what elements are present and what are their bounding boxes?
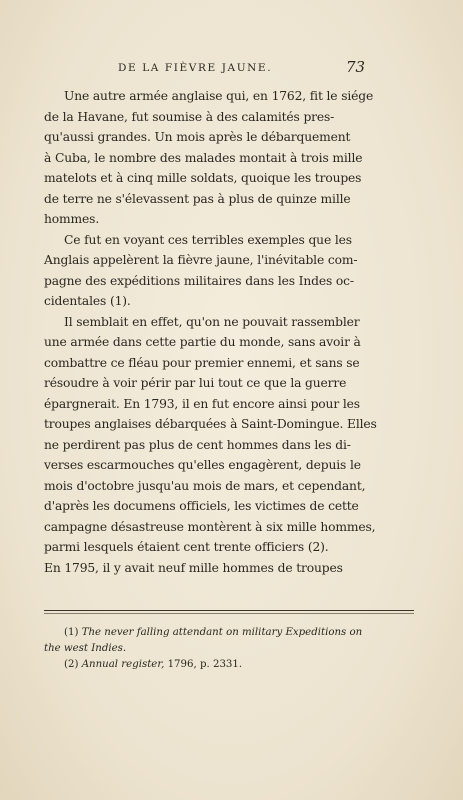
- text-line: épargnerait. En 1793, il en fut encore ainsi pour les: [44, 396, 360, 411]
- footnote-line: [44, 625, 414, 641]
- text-line: matelots et à cinq mille soldats, quoique les troupes: [44, 171, 362, 185]
- text-line: d'après les documens officiels, les victimes de cette: [44, 499, 359, 513]
- text-line: qu'aussi grandes. Un mois après le débarquement: [44, 130, 351, 144]
- text-line: de terre ne s'élevassent pas à plus de quinze mille: [44, 191, 351, 206]
- text-line: En 1795, il y avait neuf mille hommes de troupes: [44, 560, 343, 575]
- footnotes: [44, 625, 414, 673]
- footnote-marker: (2): [64, 659, 79, 670]
- text-line: à Cuba, le nombre des malades montait à trois mille: [44, 150, 363, 165]
- paragraph-3: [44, 312, 414, 579]
- text-line: troupes anglaises débarquées à Saint-Domingue. Elles: [44, 417, 377, 431]
- footnote-text: The never falling attendant on military Expeditions on: [81, 627, 363, 638]
- footnote-marker: (1): [64, 627, 79, 638]
- text-line: ne perdirent pas plus de cent hommes dans les di-: [44, 437, 351, 452]
- text-line: cidentales (1).: [44, 294, 131, 308]
- text-line: hommes.: [44, 212, 100, 226]
- footnote-line: [44, 657, 414, 673]
- body-text: [44, 86, 414, 578]
- running-title: DE LA FIÈVRE JAUNE.: [118, 62, 273, 74]
- footnote-2: [44, 657, 414, 673]
- footnote-1: [44, 625, 414, 657]
- paragraph-1: [44, 86, 414, 230]
- footnote-text: 1796, p. 2331.: [164, 659, 243, 670]
- text-line: pagne des expéditions militaires dans les Indes oc-: [44, 273, 354, 288]
- paragraph-2: [44, 230, 414, 312]
- text-line: une armée dans cette partie du monde, sans avoir à: [44, 335, 361, 349]
- text-line: campagne désastreuse montèrent à six mille hommes,: [44, 519, 376, 534]
- text-line: Il semblait en effet, qu'on ne pouvait rassembler: [64, 314, 360, 329]
- text-line: parmi lesquels étaient cent trente officiers (2).: [44, 540, 329, 554]
- text-line: Ce fut en voyant ces terribles exemples que les: [64, 232, 352, 247]
- text-line: combattre ce fléau pour premier ennemi, et sans se: [44, 355, 360, 370]
- text-line: Anglais appelèrent la fièvre jaune, l'inévitable com-: [44, 253, 358, 267]
- page-number: 73: [346, 58, 366, 76]
- footnote-line: [44, 641, 414, 657]
- text-line: résoudre à voir périr par lui tout ce que la guerre: [44, 376, 347, 390]
- footnote-text: the west Indies.: [44, 643, 127, 654]
- text-line: mois d'octobre jusqu'au mois de mars, et cependant,: [44, 478, 366, 493]
- footnote-text: Annual register,: [81, 659, 165, 670]
- text-line: de la Havane, fut soumise à des calamités pres-: [44, 109, 335, 124]
- text-line: Une autre armée anglaise qui, en 1762, fit le siége: [64, 89, 374, 103]
- text-line: verses escarmouches qu'elles engagèrent, depuis le: [44, 458, 361, 472]
- footnote-divider: [44, 610, 414, 611]
